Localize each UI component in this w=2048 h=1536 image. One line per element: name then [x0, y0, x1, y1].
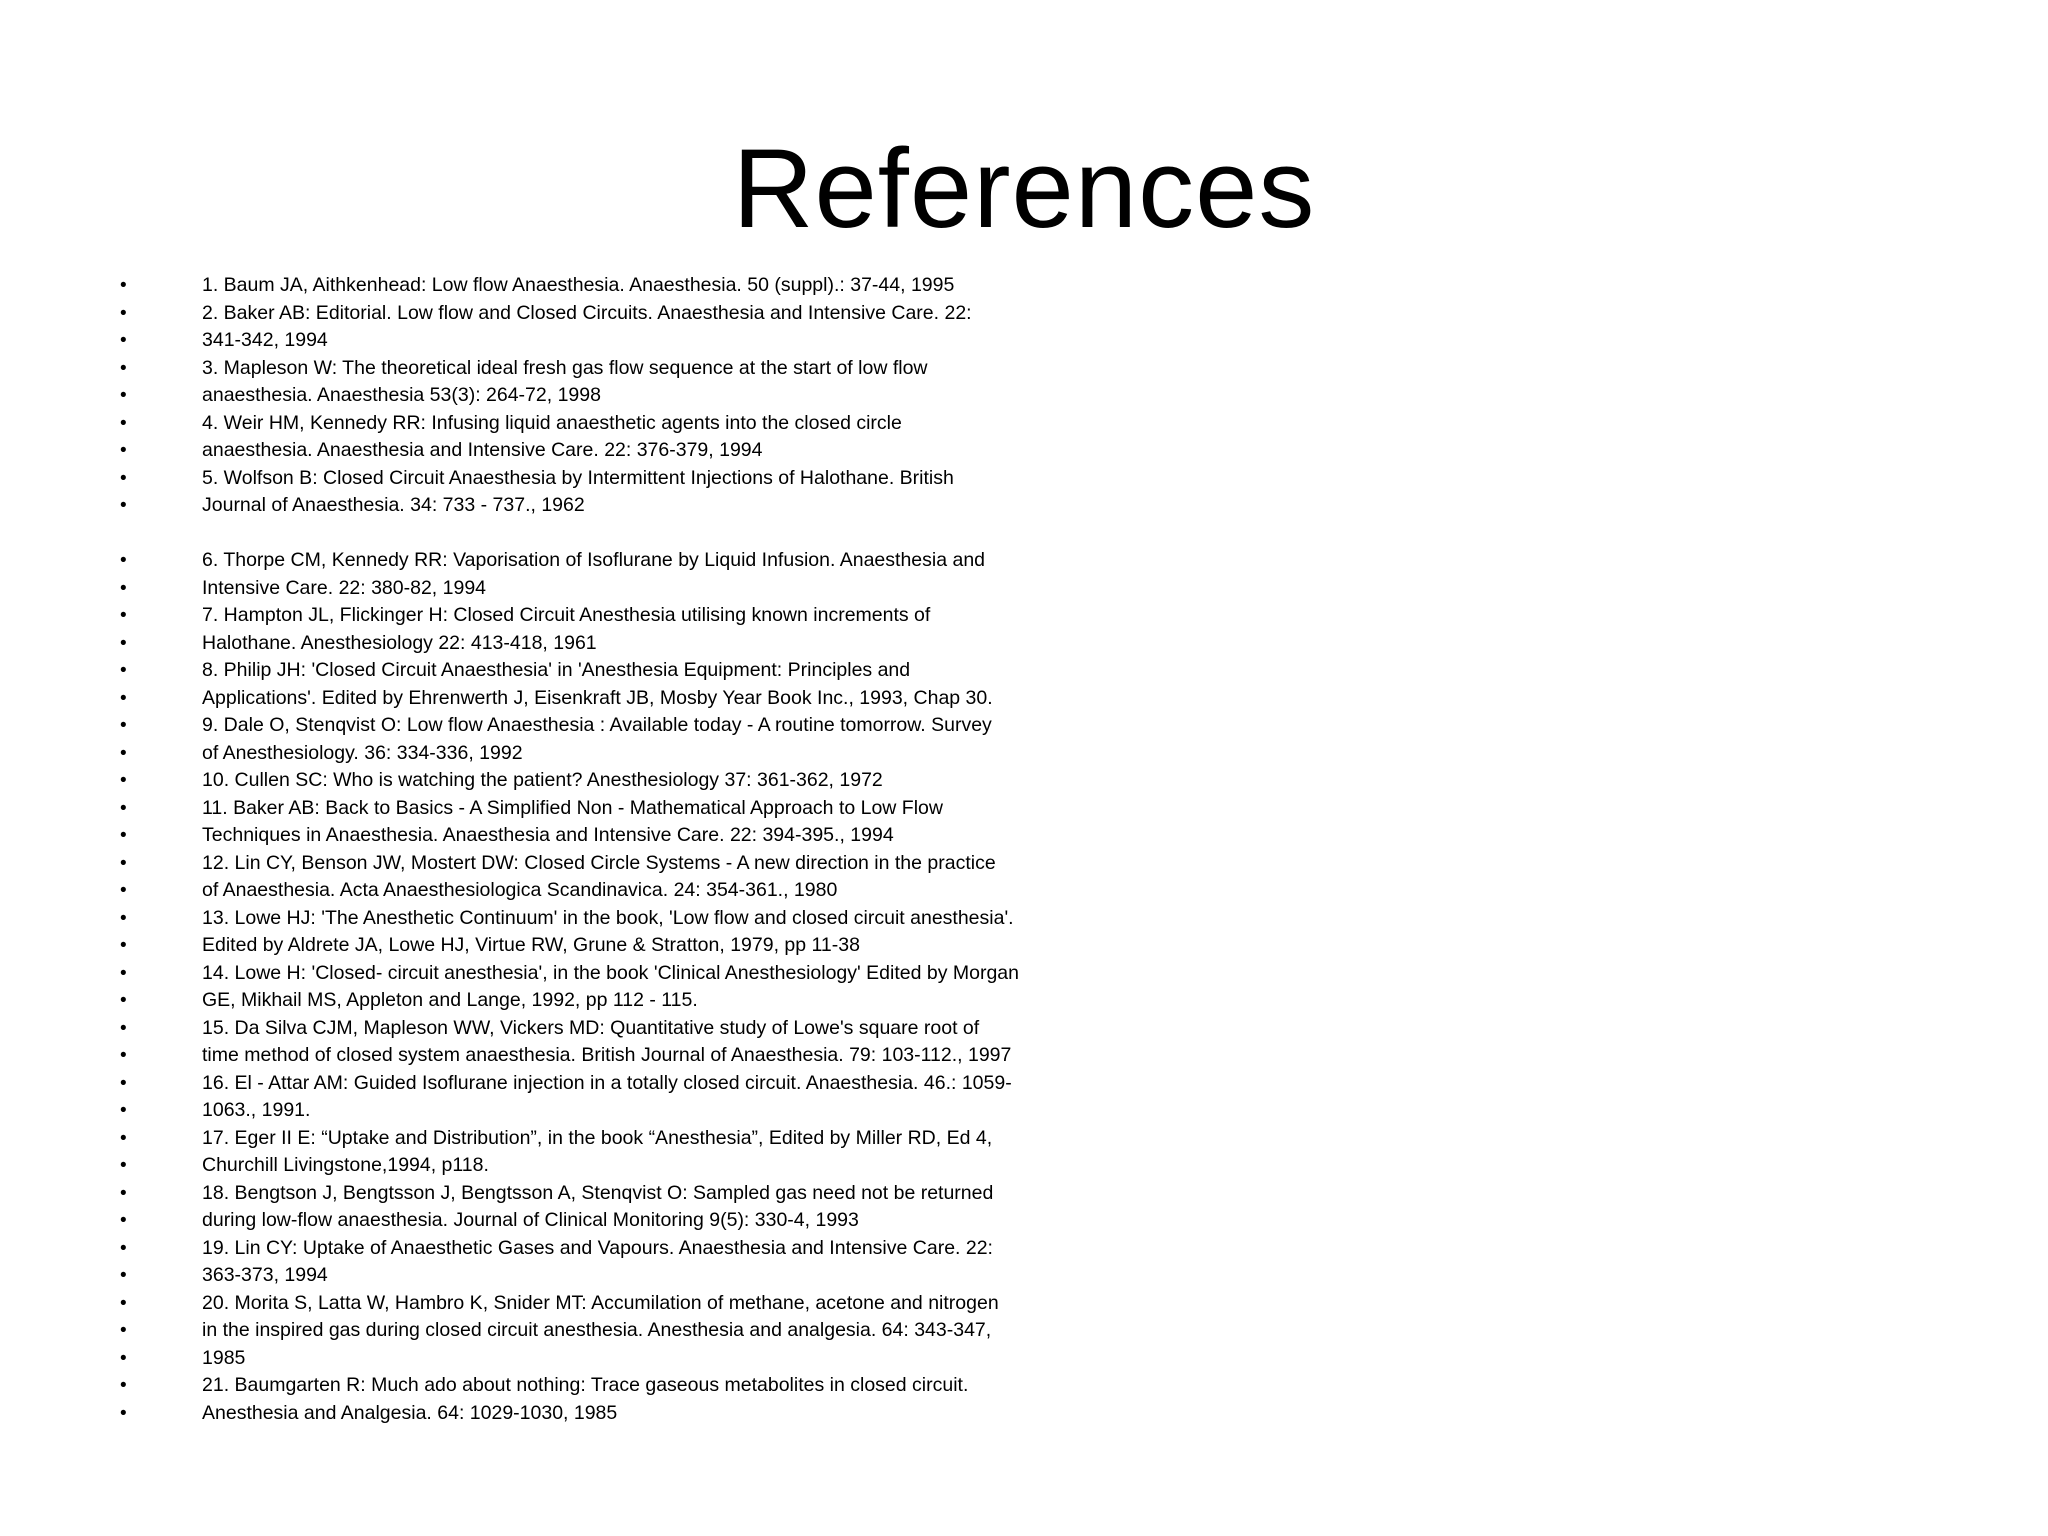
- bullet-icon: •: [120, 1127, 127, 1149]
- bullet-icon: •: [120, 357, 127, 379]
- reference-text: 8. Philip JH: 'Closed Circuit Anaesthesia' in 'Anesthesia Equipment: Principles and: [202, 659, 911, 681]
- slide-title: References: [732, 126, 1316, 252]
- bullet-icon: •: [120, 1017, 127, 1039]
- reference-text: 2. Baker AB: Editorial. Low flow and Closed Circuits. Anaesthesia and Intensive Care. 22:: [202, 301, 972, 324]
- bullet-icon: •: [120, 440, 127, 461]
- reference-text: 18. Bengtson J, Bengtsson J, Bengtsson A, Stenqvist O: Sampled gas need not be returned: [202, 1181, 994, 1204]
- reference-line: [120, 1152, 1120, 1180]
- bullet-icon: •: [120, 907, 127, 929]
- reference-line: [120, 437, 1120, 465]
- bullet-icon: •: [120, 990, 127, 1011]
- bullet-icon: •: [120, 687, 127, 709]
- reference-line: [120, 712, 1120, 740]
- reference-text: 12. Lin CY, Benson JW, Mostert DW: Closed Circle Systems - A new direction in the practice: [202, 851, 996, 874]
- reference-text: 1063., 1991.: [202, 1099, 311, 1121]
- reference-line: [120, 1015, 1120, 1043]
- reference-text: 6. Thorpe CM, Kennedy RR: Vaporisation of Isoflurane by Liquid Infusion. Anaesthesia and: [202, 549, 986, 571]
- reference-line: [120, 1042, 1120, 1070]
- reference-line: [120, 657, 1120, 685]
- reference-list: [120, 272, 1120, 1427]
- reference-text: 341-342, 1994: [202, 329, 328, 351]
- reference-line: [120, 1125, 1120, 1153]
- bullet-icon: •: [120, 715, 127, 736]
- reference-line: [120, 1070, 1120, 1098]
- reference-line: [120, 355, 1120, 383]
- reference-text: 14. Lowe H: 'Closed- circuit anesthesia', in the book 'Clinical Anesthesiology' Edited by Morgan: [202, 961, 1020, 984]
- bullet-icon: •: [120, 1210, 127, 1231]
- reference-line: [120, 1235, 1120, 1263]
- bullet-icon: •: [120, 1292, 127, 1314]
- bullet-icon: •: [120, 275, 127, 296]
- reference-text: 21. Baumgarten R: Much ado about nothing: Trace gaseous metabolites in closed circuit.: [202, 1374, 969, 1396]
- bullet-icon: •: [120, 632, 127, 654]
- reference-line: [120, 547, 1120, 575]
- reference-text: Techniques in Anaesthesia. Anaesthesia and Intensive Care. 22: 394-395., 1994: [202, 824, 894, 846]
- reference-text: time method of closed system anaesthesia. British Journal of Anaesthesia. 79: 103-112., 1997: [202, 1044, 1012, 1066]
- reference-text: of Anaesthesia. Acta Anaesthesiologica Scandinavica. 24: 354-361., 1980: [202, 879, 838, 901]
- bullet-icon: •: [120, 495, 127, 516]
- bullet-icon: •: [120, 1347, 127, 1369]
- reference-line: [120, 960, 1120, 988]
- reference-line: [120, 575, 1120, 603]
- reference-line: [120, 1372, 1120, 1400]
- reference-text: 7. Hampton JL, Flickinger H: Closed Circuit Anesthesia utilising known increments of: [202, 604, 931, 626]
- bullet-icon: •: [120, 880, 127, 901]
- reference-line: [120, 602, 1120, 630]
- reference-text: in the inspired gas during closed circuit anesthesia. Anesthesia and analgesia. 64: 343-347,: [202, 1319, 992, 1341]
- reference-text: 17. Eger II E: “Uptake and Distribution”, in the book “Anesthesia”, Edited by Miller RD, Ed 4,: [202, 1126, 993, 1149]
- reference-line: [120, 272, 1120, 300]
- bullet-icon: •: [120, 302, 127, 324]
- reference-line: [120, 1097, 1120, 1125]
- reference-text: Anesthesia and Analgesia. 64: 1029-1030, 1985: [202, 1401, 618, 1424]
- reference-line: [120, 905, 1120, 933]
- bullet-icon: •: [120, 1265, 127, 1286]
- reference-line: [120, 822, 1120, 850]
- reference-line: [120, 410, 1120, 438]
- reference-line: [120, 877, 1120, 905]
- reference-line: [120, 685, 1120, 713]
- bullet-icon: •: [120, 825, 127, 846]
- reference-text: anaesthesia. Anaesthesia 53(3): 264-72, 1998: [202, 384, 601, 406]
- reference-line: [120, 795, 1120, 823]
- bullet-icon: •: [120, 1375, 127, 1396]
- reference-text: Churchill Livingstone,1994, p118.: [202, 1154, 489, 1176]
- bullet-icon: •: [120, 1402, 127, 1424]
- reference-line: [120, 327, 1120, 355]
- reference-text: 363-373, 1994: [202, 1264, 328, 1286]
- bullet-icon: •: [120, 770, 127, 791]
- bullet-icon: •: [120, 742, 127, 764]
- reference-line: [120, 1400, 1120, 1428]
- bullet-icon: •: [120, 550, 127, 571]
- bullet-icon: •: [120, 1155, 127, 1176]
- bullet-icon: •: [120, 577, 127, 599]
- reference-text: 20. Morita S, Latta W, Hambro K, Snider MT: Accumilation of methane, acetone and nitrogen: [202, 1291, 999, 1314]
- reference-text: GE, Mikhail MS, Appleton and Lange, 1992, pp 112 - 115.: [202, 989, 698, 1011]
- bullet-icon: •: [120, 605, 127, 626]
- reference-line: [120, 932, 1120, 960]
- reference-text: 16. El - Attar AM: Guided Isoflurane injection in a totally closed circuit. Anaesthesia. 46.: 1059-: [202, 1071, 1012, 1094]
- reference-line: [120, 630, 1120, 658]
- reference-text: 3. Mapleson W: The theoretical ideal fresh gas flow sequence at the start of low flow: [202, 356, 928, 379]
- bullet-icon: •: [120, 1045, 127, 1066]
- reference-line: [120, 1345, 1120, 1373]
- reference-text: Edited by Aldrete JA, Lowe HJ, Virtue RW, Grune & Stratton, 1979, pp 11-38: [202, 934, 860, 956]
- reference-line: [120, 1207, 1120, 1235]
- reference-line: [120, 850, 1120, 878]
- reference-line: [120, 465, 1120, 493]
- reference-line: [120, 1290, 1120, 1318]
- reference-text: Halothane. Anesthesiology 22: 413-418, 1961: [202, 631, 597, 654]
- reference-line: [120, 767, 1120, 795]
- reference-text: 13. Lowe HJ: 'The Anesthetic Continuum' in the book, 'Low flow and closed circuit anesthesia'.: [202, 906, 1014, 929]
- bullet-icon: •: [120, 962, 127, 984]
- reference-text: Intensive Care. 22: 380-82, 1994: [202, 576, 487, 599]
- bullet-icon: •: [120, 412, 127, 434]
- reference-line: [120, 1317, 1120, 1345]
- reference-text: 10. Cullen SC: Who is watching the patient? Anesthesiology 37: 361-362, 1972: [202, 769, 883, 791]
- reference-text: 9. Dale O, Stenqvist O: Low flow Anaesthesia : Available today - A routine tomorrow. Survey: [202, 714, 992, 736]
- bullet-icon: •: [120, 1182, 127, 1204]
- reference-text: Applications'. Edited by Ehrenwerth J, Eisenkraft JB, Mosby Year Book Inc., 1993, Chap 30.: [202, 686, 993, 709]
- bullet-icon: •: [120, 935, 127, 956]
- reference-text: 5. Wolfson B: Closed Circuit Anaesthesia by Intermittent Injections of Halothane. British: [202, 466, 954, 489]
- reference-text: 15. Da Silva CJM, Mapleson WW, Vickers MD: Quantitative study of Lowe's square root of: [202, 1016, 980, 1039]
- reference-text: 1985: [202, 1346, 246, 1369]
- reference-line: [120, 492, 1120, 520]
- reference-text: during low-flow anaesthesia. Journal of Clinical Monitoring 9(5): 330-4, 1993: [202, 1209, 859, 1231]
- reference-text: of Anesthesiology. 36: 334-336, 1992: [202, 741, 523, 764]
- bullet-icon: •: [120, 660, 127, 681]
- bullet-icon: •: [120, 467, 127, 489]
- bullet-icon: •: [120, 1100, 127, 1121]
- reference-text: 4. Weir HM, Kennedy RR: Infusing liquid anaesthetic agents into the closed circle: [202, 411, 902, 434]
- reference-line: [120, 382, 1120, 410]
- bullet-icon: •: [120, 385, 127, 406]
- bullet-icon: •: [120, 797, 127, 819]
- reference-line: [120, 740, 1120, 768]
- reference-line: [120, 300, 1120, 328]
- reference-line: [120, 987, 1120, 1015]
- bullet-icon: •: [120, 1072, 127, 1094]
- bullet-icon: •: [120, 330, 127, 351]
- reference-text: 1. Baum JA, Aithkenhead: Low flow Anaesthesia. Anaesthesia. 50 (suppl).: 37-44, 1995: [202, 274, 955, 296]
- bullet-icon: •: [120, 852, 127, 874]
- reference-text: Journal of Anaesthesia. 34: 733 - 737., 1962: [202, 494, 585, 516]
- bullet-icon: •: [120, 1320, 127, 1341]
- reference-text: 11. Baker AB: Back to Basics - A Simplified Non - Mathematical Approach to Low Flow: [202, 796, 943, 819]
- reference-line: [120, 1180, 1120, 1208]
- reference-text: anaesthesia. Anaesthesia and Intensive Care. 22: 376-379, 1994: [202, 439, 763, 461]
- blank-line: [120, 520, 1120, 548]
- reference-line: [120, 1262, 1120, 1290]
- reference-text: 19. Lin CY: Uptake of Anaesthetic Gases and Vapours. Anaesthesia and Intensive Care. 22:: [202, 1236, 993, 1259]
- bullet-icon: •: [120, 1237, 127, 1259]
